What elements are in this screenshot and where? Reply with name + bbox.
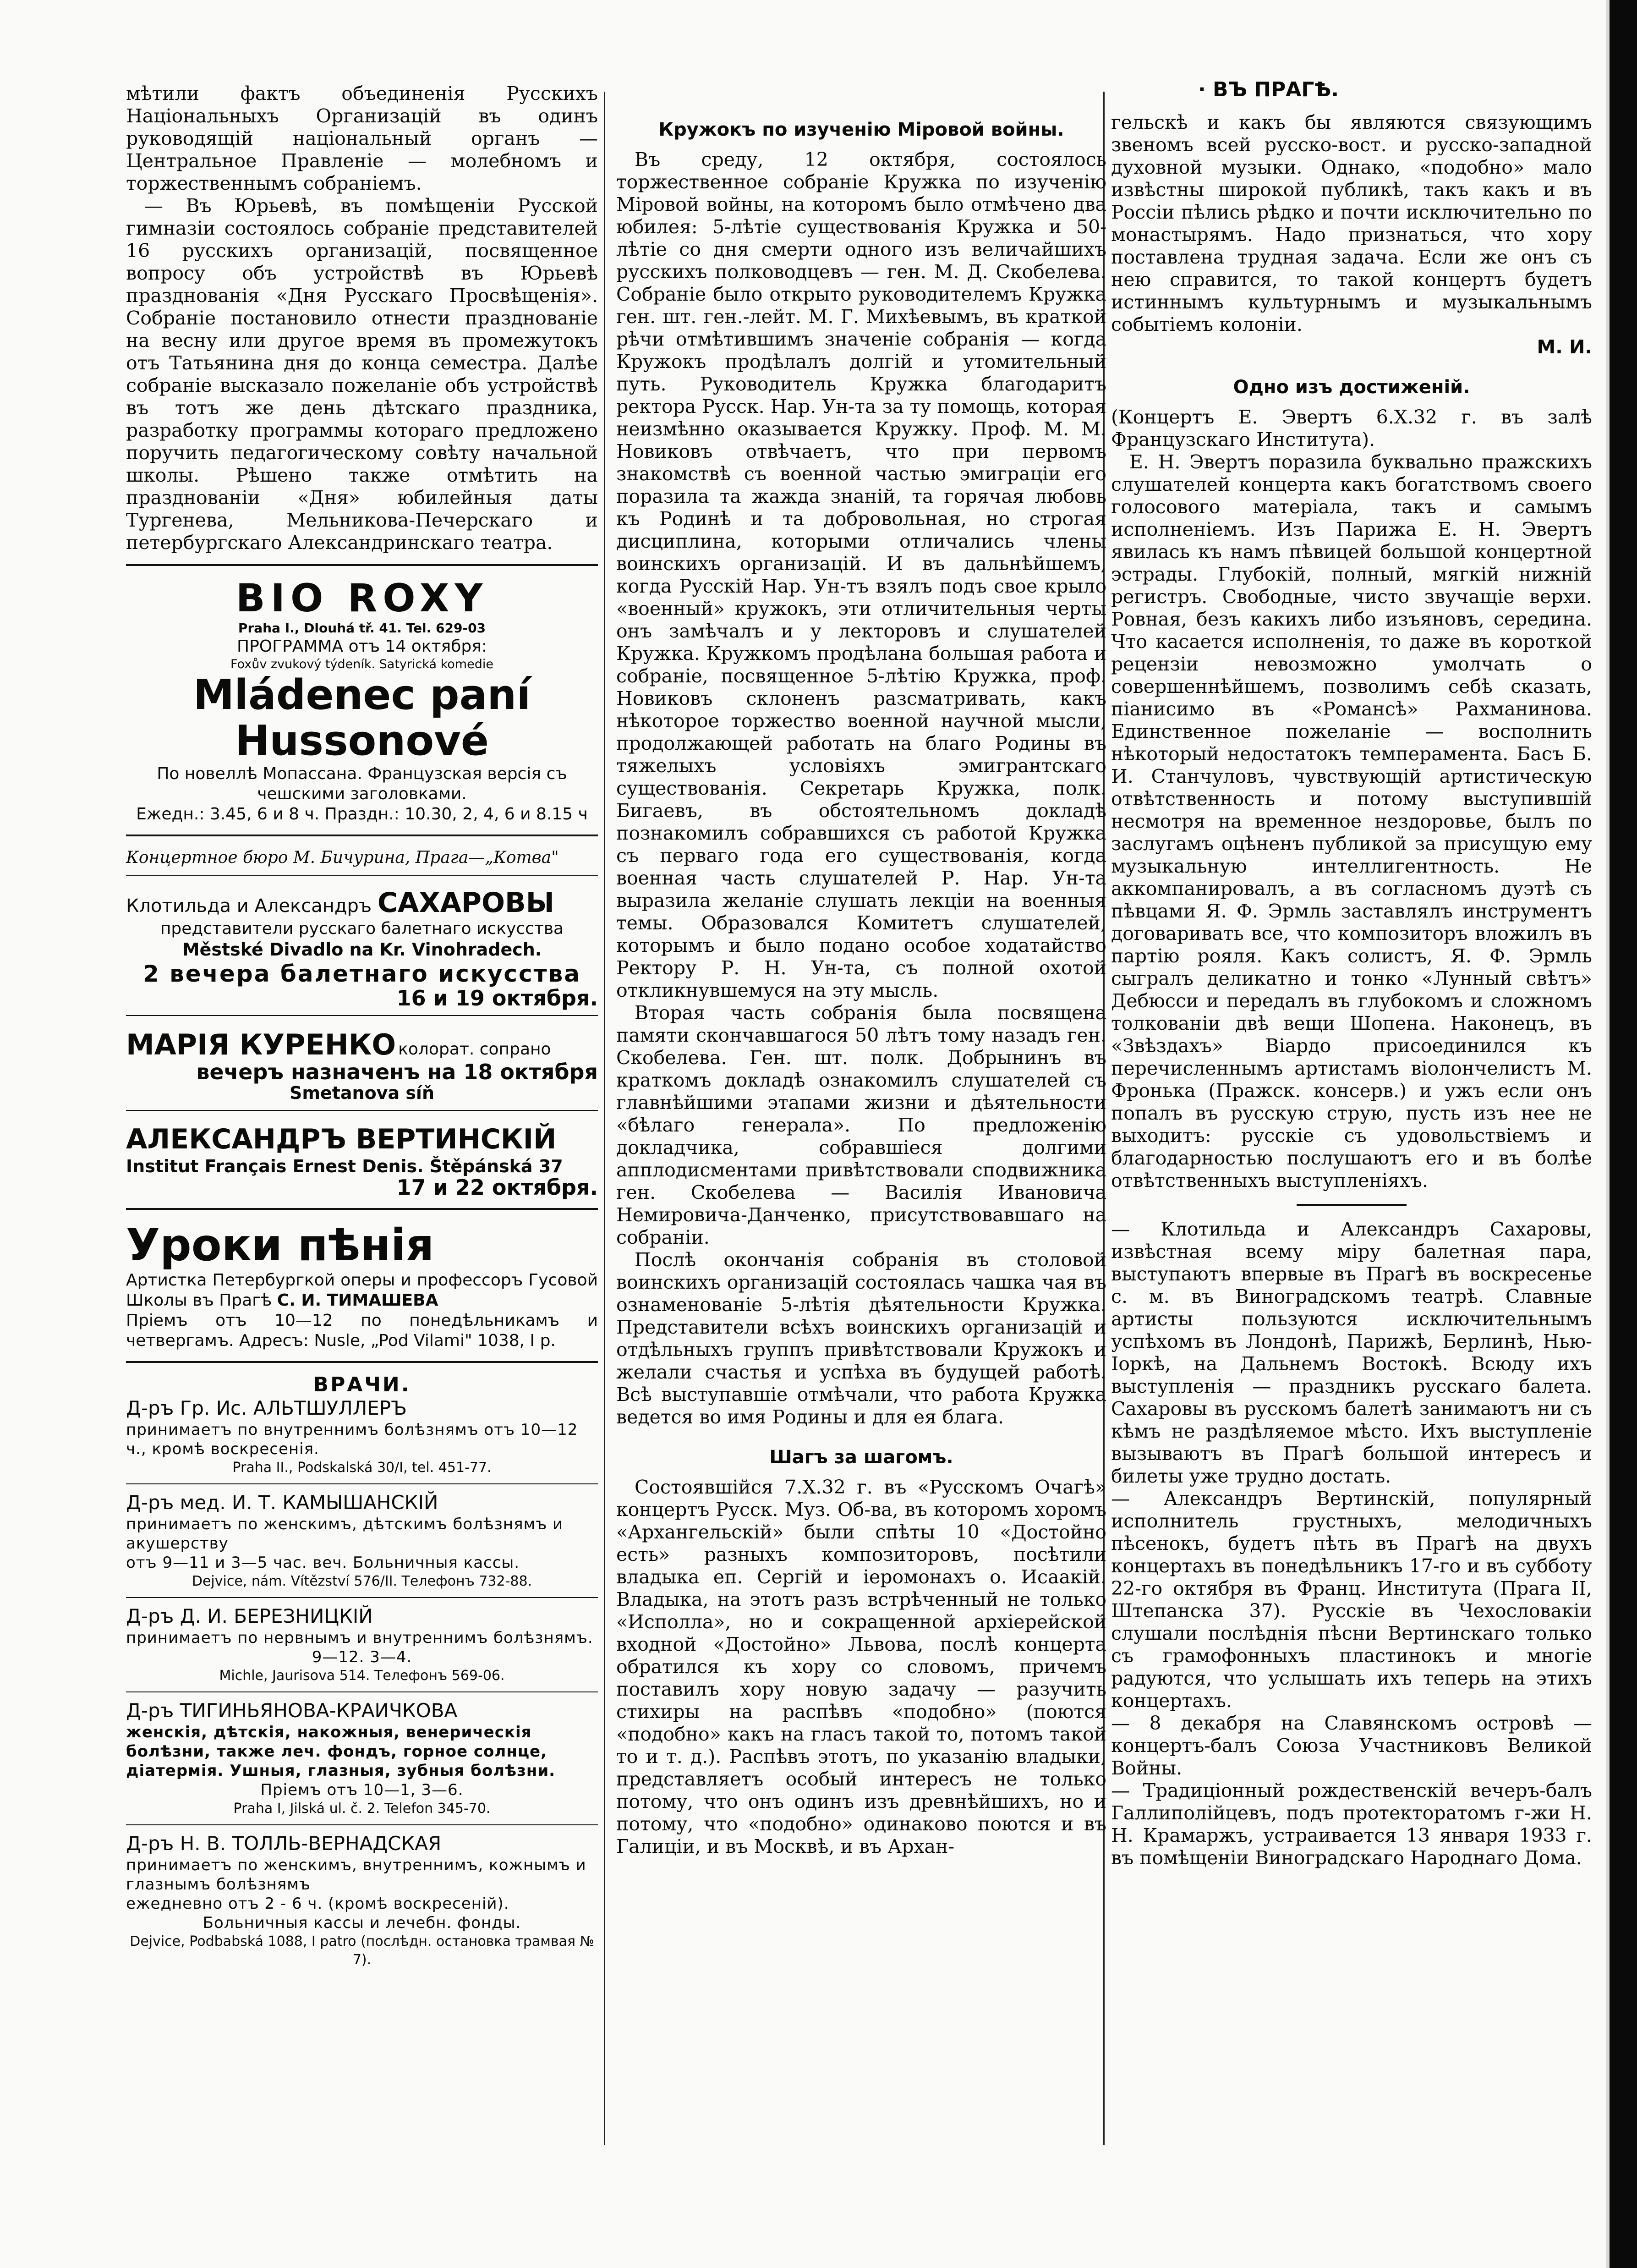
doctor-address: Dejvice, Podbabská 1088, I patro (послѣдн. остановка трамвая № 7). [130, 1933, 594, 1968]
sakharovy-surname: САХАРОВЫ [377, 887, 554, 919]
doctor-name: Д-ръ Н. В. ТОЛЛЬ-ВЕРНАДСКАЯ [126, 1832, 442, 1855]
article-paragraph: Вторая часть собранія была посвящена памяти скончавшагося 50 лѣтъ тому назадъ ген. Скобелева. Ген. шт. полк. Добрынинъ въ краткомъ докладѣ ознакомилъ слушателей съ главнѣйшими этапами жизни и дѣятельности «бѣлаго генерала». По предложенію докладчика, собравшіеся долгими апплодисментами привѣтствовали сподвижника ген. Скобелева — Василія Ивановича Немировича-Данченко, присутствовавшаго на собраніи. [616, 1002, 1106, 1248]
bio-roxy-newsreel: Foxův zvukový týdeník. Satyrická komedie [230, 657, 493, 671]
concert-bureau: Концертное бюро М. Бичурина, Прага—„Котва" [126, 848, 559, 867]
kurenko-ad [126, 1028, 598, 1104]
intro-paragraph-2: — Въ Юрьевѣ, въ помѣщеніи Русской гимназіи состоялось собраніе представителей 16 русскихъ организацій, посвященное вопросу объ устройствѣ въ Юрьевѣ празднованія «Дня Русскаго Просвѣщенія». Собраніе постановило отнести празднованіе на весну или другое время въ промежутокъ отъ Татьянина дня до конца семестра. Далѣе собраніе высказало пожеланіе объ устройствѣ въ тотъ же день дѣтскаго праздника, разработку программы котораго предложено поручить педагогическому совѣту начальной школы. Рѣшено также отмѣтить на празднованіи «Дня» юбилейныя даты Тургенева, Мельникова-Печерскаго и петербургскаго Александринскаго театра. [126, 195, 598, 554]
divider [126, 1824, 598, 1825]
sakharovy-event: 2 вечера балетнаго искусства [142, 961, 581, 987]
doctor-name: Д-ръ Гр. Ис. АЛЬТШУЛЛЕРЪ [126, 1397, 407, 1419]
doctors-heading: ВРАЧИ. [313, 1373, 411, 1396]
divider [126, 1208, 598, 1210]
doctor-line: принимаетъ по женскимъ, внутреннимъ, кожнымъ и глазнымъ болѣзнямъ [126, 1856, 586, 1894]
article-paragraph: Послѣ окончанія собранія въ столовой воинскихъ организацій состоялась чашка чая въ ознаменованіе 5-лѣтія дѣятельности Кружка. Представители всѣхъ воинскихъ организацій и отдѣльныхъ группъ привѣтствовали Кружокъ и желали счастья и успѣха въ будущей работѣ. Всѣ выступавшіе отмѣчали, что работа Кружка ведется во имя Родины и для ея блага. [616, 1249, 1106, 1428]
doctor-address: Praha I, Jilská ul. č. 2. Telefon 345-70. [233, 1801, 491, 1817]
doctor-line: отъ 9—11 и 3—5 час. веч. Больничныя кассы. [126, 1554, 520, 1572]
doctor-line: принимаетъ по внутреннимъ болѣзнямъ отъ 10—12 ч., кромѣ воскресенія. [126, 1421, 578, 1458]
doctor-line: Больничныя кассы и лечебн. фонды. [203, 1914, 521, 1932]
kurenko-voice: колорат. сопрано [398, 1040, 551, 1059]
divider [126, 1483, 598, 1484]
page-edge-shadow [1606, 0, 1610, 2268]
singing-hours: Пріемъ отъ 10—12 по понедѣльникамъ и четвергамъ. Адресъ: Nusle, „Pod Vilami" 1038, I p. [126, 1311, 598, 1350]
bio-roxy-film-title: Mládenec paní Hussonové [193, 671, 531, 765]
divider [1297, 1204, 1407, 1206]
doctor-line: 9—12. 3—4. [312, 1648, 412, 1666]
kurenko-venue: Smetanova síň [289, 1083, 435, 1103]
divider [126, 1597, 598, 1598]
bio-roxy-schedule: Ежедн.: 3.45, 6 и 8 ч. Праздн.: 10.30, 2, 4, 6 и 8.15 ч [136, 805, 588, 824]
doctor-address: Michle, Jaurisova 514. Телефонъ 569-06. [219, 1668, 505, 1684]
article-subtitle: (Концертъ Е. Эвертъ 6.X.32 г. въ залѣ Французскаго Института). [1111, 406, 1592, 450]
singing-text: Артистка Петербургкой оперы и профессоръ Гусовой Школы въ Прагѣ [126, 1271, 598, 1310]
sakharovy-names: Клотильда и Александръ [126, 895, 372, 917]
vertinsky-dates: 17 и 22 октября. [396, 1175, 598, 1200]
kurenko-name: МАРІЯ КУРЕНКО [126, 1028, 396, 1061]
article-signature: М. И. [1537, 336, 1592, 358]
doctor-line: принимаетъ по нервнымъ и внутреннимъ болѣзнямъ. [126, 1629, 593, 1647]
doctor-line: принимаетъ по женскимъ, дѣтскимъ болѣзнямъ и акушерству [126, 1515, 564, 1553]
divider [126, 564, 598, 566]
divider [126, 1015, 598, 1016]
kurenko-event: вечеръ назначенъ на 18 октября [196, 1060, 598, 1084]
sakharovy-dates: 16 и 19 октября. [396, 986, 598, 1010]
bio-roxy-film-note: По новеллѣ Мопассана. Французская версія съ чешскими заголовками. [157, 764, 567, 803]
bio-roxy-title: BIO ROXY [235, 576, 488, 621]
news-item: — Клотильда и Александръ Сахаровы, извѣстная всему міру балетная пара, выступаютъ впервые въ Прагѣ въ воскресенье с. м. въ Виноградскомъ театрѣ. Славные артисты пользуются исключительнымъ успѣхомъ въ Лондонѣ, Парижѣ, Берлинѣ, Нью-Іоркѣ, на Дальнемъ Востокѣ. Всюду ихъ выступленія — праздникъ русскаго балета. Сахаровы въ русскомъ балетѣ занимаютъ ни съ кѣмъ не раздѣляемое мѣсто. Ихъ выступленіе вызываютъ въ Прагѣ большой интересъ и билеты уже трудно достать. [1111, 1218, 1592, 1487]
article-title-war-circle: Кружокъ по изученію Міровой войны. [658, 119, 1064, 140]
article-paragraph: Въ среду, 12 октября, состоялось торжественное собраніе Кружка по изученію Міровой войны, на которомъ было отмѣчено два юбилея: 5-лѣтіе существованія Кружка и 50-лѣтіе со дня смерти одного изъ величайшихъ русскихъ полководцевъ — ген. М. Д. Скобелева. Собраніе было открыто руководителемъ Кружка ген. шт. ген.-лейт. М. Г. Михѣевымъ, въ краткой рѣчи отмѣтившимъ значеніе собранія — когда Кружокъ продѣлалъ долгій и утомительный путь. Руководитель Кружка благодаритъ ректора Русск. Нар. Ун-та за ту помощь, которая неизмѣнно оказывается Кружку. Проф. М. М. Новиковъ отвѣчаетъ, что при первомъ знакомствѣ съ военной частью эмиграціи его поразила та жажда знаній, та горячая любовь къ Родинѣ и та добровольная, но строгая дисциплина, которыми отличались члены воинскихъ организацій. И въ дальнѣйшемъ, когда Русскій Нар. Ун-тъ взялъ подъ свое крыло «военный» кружокъ, эти отличительныя черты онъ замѣчалъ и у лекторовъ и слушателей Кружка. Кружкомъ продѣлана большая работа и собраніе, посвященное 5-лѣтію Кружка, проф. Новиковъ склоненъ разсматривать, какъ нѣкоторое торжество военной научной мысли, продолжающей работать на благо Родины въ тяжелыхъ условіяхъ эмигрантскаго существованія. Секретарь Кружка, полк. Бигаевъ, въ обстоятельномъ докладѣ познакомилъ собравшихся съ работой Кружка съ перваго года его существованія, когда военная часть слушателей Р. Нар. Ун-та выразила желаніе слушать лекціи на военныя темы. Образовался Комитетъ слушателей, которымъ и было подано особое ходатайство Ректору Р. Н. Ун-та, съ полной охотой откликнувшемуся на эту мысль. [616, 148, 1106, 1001]
page-edge [1610, 0, 1637, 2268]
doctor-listing [126, 1604, 598, 1685]
doctor-line: женскія, дѣтскія, накожныя, венерическія болѣзни, также леч. фондъ, горное солнце, діатермія. Ушныя, глазныя, зубныя болѣзни. [126, 1723, 556, 1780]
bio-roxy-ad [126, 576, 598, 824]
doctor-address: Dejvice, nám. Vítězství 576/II. Телефонъ 732-88. [192, 1573, 532, 1589]
vertinsky-name: АЛЕКСАНДРЪ ВЕРТИНСКІЙ [126, 1123, 557, 1155]
left-column [126, 82, 598, 1969]
doctor-listing [126, 1832, 598, 1969]
page-header: · ВЪ ПРАГѢ. [1198, 78, 1339, 101]
doctor-name: Д-ръ Д. И. БЕРЕЗНИЦКІЙ [126, 1605, 373, 1627]
intro-paragraph-1: мѣтили фактъ объединенія Русскихъ Національныхъ Организацій въ одинъ руководящій національный органъ — Центральное Правленіе — молебномъ и торжественнымъ собраніемъ. [126, 82, 598, 194]
bio-roxy-program: ПРОГРАММА отъ 14 октября: [237, 637, 487, 656]
doctor-listing [126, 1491, 598, 1591]
article-paragraph: Состоявшійся 7.X.32 г. въ «Русскомъ Очагѣ» концертъ Русск. Муз. Об-ва, въ которомъ хоромъ «Архангельскій» были спѣты 10 «Достойно есть» разныхъ композиторовъ, посѣтили владыка еп. Сергій и іеромонахъ о. Исаакій. Владыка, на этотъ разъ встрѣченный не только «Исполла», но и сокращенной архіерейской входной «Достойно» Львова, послѣ концерта обратился къ хору со словомъ, причемъ поставилъ хору новую задачу — разучить стихиры на распѣвъ «подобно» (поются «подобно» какъ на гласъ такой то, потомъ такой то и т. д.). Распѣвъ этотъ, по указанію владыки, представляетъ особый интересъ не только потому, что онъ одинъ изъ древнѣйшихъ, но и потому, что «подобно» одинаково поются и въ Галиціи, и въ Москвѣ, и въ Архан- [616, 1476, 1106, 1857]
doctor-name: Д-ръ ТИГИНЬЯНОВА-КРАИЧКОВА [126, 1699, 458, 1722]
sakharovy-ad [126, 887, 598, 1010]
article-continuation: гельскѣ и какъ бы являются связующимъ звеномъ всей русско-вост. и русско-западной духовной музыки. Однако, «подобно» мало извѣстны широкой публикѣ, такъ какъ и въ Россіи пѣлись рѣдко и почти исключительно по монастырямъ. Надо признаться, что хору поставлена трудная задача. Если же онъ съ нею справится, то такой концертъ будетъ истиннымъ культурнымъ и музыкальнымъ событіемъ колоніи. [1111, 111, 1592, 335]
singing-lessons-ad [126, 1220, 598, 1351]
article-title-step-by-step: Шагъ за шагомъ. [769, 1447, 953, 1468]
divider [126, 875, 598, 876]
doctor-line: ежедневно отъ 2 - 6 ч. (кромѣ воскресеній). [126, 1895, 509, 1913]
sakharovy-venue: Městské Divadlo na Kr. Vinohradech. [182, 939, 542, 960]
doctor-listing [126, 1699, 598, 1818]
vertinsky-ad [126, 1123, 598, 1198]
doctor-line: Пріемъ отъ 10—1, 3—6. [260, 1781, 464, 1799]
news-item: — Александръ Вертинскій, популярный исполнитель грустныхъ, мелодичныхъ пѣсенокъ, будетъ пѣть въ Прагѣ на двухъ концертахъ въ понедѣльникъ 17-го и въ субботу 22-го октября въ Франц. Института (Прага II, Штепанска 37). Русскіе въ Чехословакіи слушали послѣднія пѣсни Вертинскаго только съ грамофонныхъ пластинокъ и многіе радуются, что услышать ихъ теперь на этихъ концертахъ. [1111, 1488, 1592, 1712]
divider [126, 1361, 598, 1363]
news-item: — 8 декабря на Славянскомъ островѣ — концертъ-балъ Союза Участниковъ Великой Войны. [1111, 1712, 1592, 1779]
singing-teacher: С. И. ТИМАШЕВА [277, 1291, 438, 1310]
article-paragraph: Е. Н. Эвертъ поразила буквально пражскихъ слушателей концерта какъ богатствомъ своего голосового матеріала, такъ и самымъ исполненіемъ. Изъ Парижа Е. Н. Эвертъ явилась къ намъ пѣвицей большой концертной эстрады. Глубокій, полный, мягкій нижній регистръ. Свободные, чисто звучащіе верхи. Ровная, безъ какихъ либо изъяновъ, середина. Что касается исполненія, то даже въ короткой рецензіи невозможно умолчать о совершеннѣйшемъ, позволимъ себѣ сказать, піанисимо въ «Романсѣ» Рахманинова. Единственное пожеланіе — восполнить нѣкоторый недостатокъ темперамента. Басъ Б. И. Станчуловъ, чувствующій артистическую отвѣтственность и потому выступившій несмотря на временное нездоровье, былъ по заслугамъ оцѣненъ публикой за присущую ему музыкальную интеллигентность. Не аккомпанировалъ, а въ согласномъ дуэтѣ съ пѣвцами Я. Ф. Эрмль заставлялъ инструментъ договаривать все, что композиторъ вложилъ въ партію рояля. Какъ солистъ, Я. Ф. Эрмль сыгралъ деликатно и тонко «Лунный свѣтъ» Дебюсси и передалъ въ глубокомъ и сложномъ толкованіи двѣ вещи Шопена. Наконецъ, въ «Звѣздахъ» Віардо присоединился къ перечисленнымъ артистамъ віолончелистъ М. Фронька (Пражск. консерв.) и ужъ если онъ попалъ въ русскую струю, пусть изъ нее не выходитъ: русскіе съ удовольствіемъ и благодарностью послушаютъ его и въ болѣе отвѣтственныхъ выступленіяхъ. [1111, 451, 1592, 1192]
sakharovy-subtitle: представители русскаго балетнаго искусства [160, 919, 564, 938]
singing-title: Уроки пѣнія [126, 1219, 434, 1271]
doctor-name: Д-ръ мед. И. Т. КАМЫШАНСКІЙ [126, 1491, 438, 1514]
divider [126, 1110, 598, 1111]
vertinsky-venue: Institut Français Ernest Denis. Štěpánská 37 [126, 1156, 563, 1176]
right-column [1111, 78, 1592, 1869]
divider [126, 1691, 598, 1692]
article-title-achievement: Одно изъ достиженій. [1233, 377, 1470, 398]
news-item: — Традиціонный рождественскій вечеръ-балъ Галлиполійцевъ, подъ протекторатомъ г-жи Н. Н. Крамаржъ, устраивается 13 января 1933 г. въ помѣщеніи Виноградскаго Народнаго Дома. [1111, 1779, 1592, 1869]
divider [126, 835, 598, 836]
doctor-address: Praha II., Podskalská 30/I, tel. 451-77. [232, 1460, 492, 1476]
column-divider-left [604, 92, 605, 2145]
middle-column [616, 82, 1106, 1858]
bio-roxy-address: Praha I., Dlouhá tř. 41. Tel. 629-03 [238, 621, 486, 636]
doctor-listing [126, 1396, 598, 1477]
